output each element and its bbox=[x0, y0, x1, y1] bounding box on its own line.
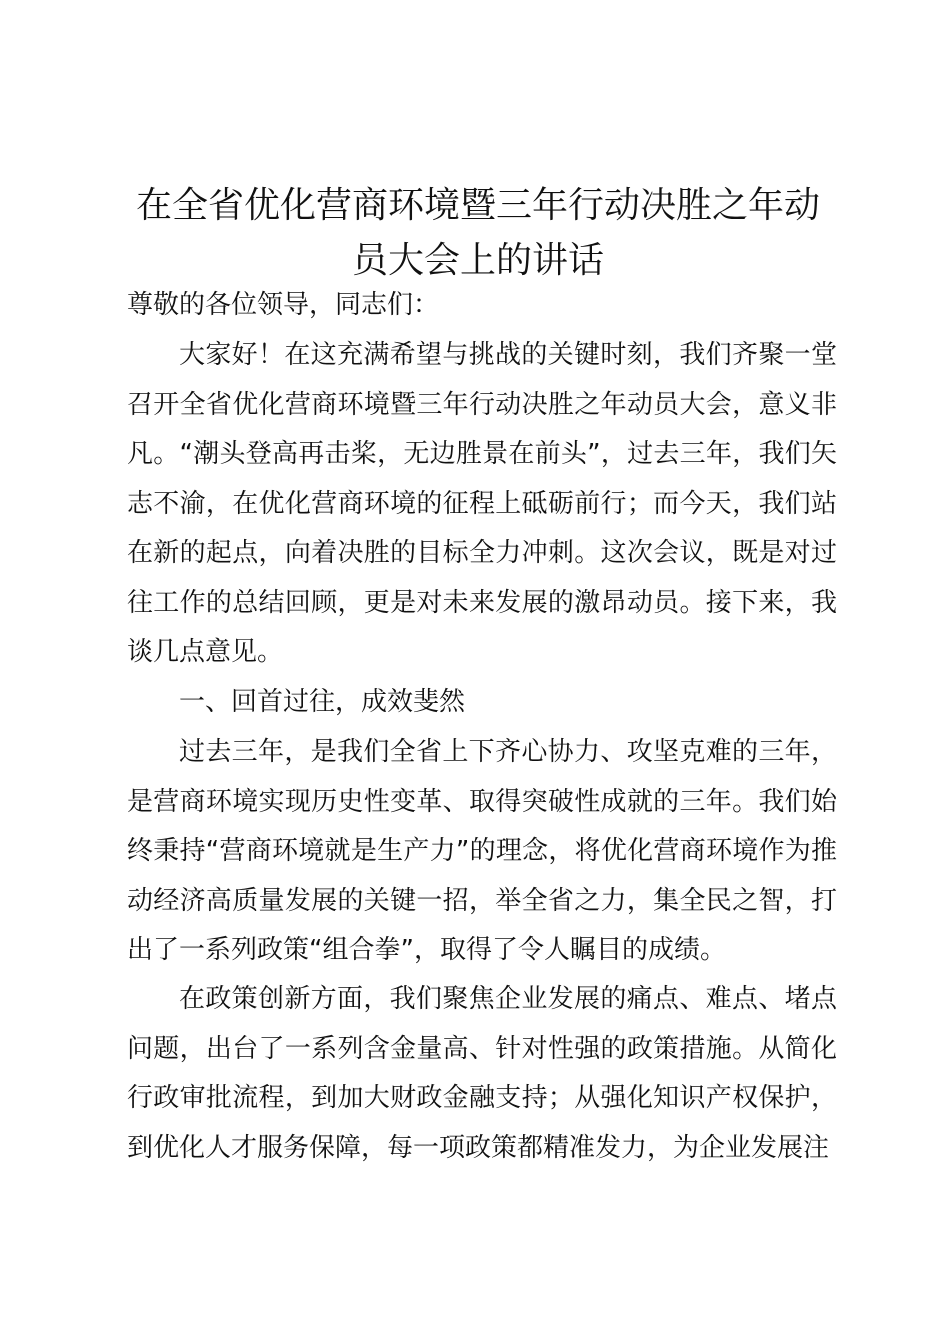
paragraph-opening: 大家好！在这充满希望与挑战的关键时刻，我们齐聚一堂召开全省优化营商环境暨三年行动决胜之年动员大会，意义非凡。“潮头登高再击桨，无边胜景在前头”，过去三年，我们矢志不渝，在优化营商环境的征程上砥砺前行；而今天，我们站在新的起点，向着决胜的目标全力冲刺。这次会议，既是对过往工作的总结回顾，更是对未来发展的激昂动员。接下来，我谈几点意见。 bbox=[127, 340, 837, 667]
greeting: 尊敬的各位领导，同志们： bbox=[127, 290, 440, 320]
document-title: 在全省优化营商环境暨三年行动决胜之年动员大会上的讲话 bbox=[135, 185, 820, 281]
paragraph-review: 过去三年，是我们全省上下齐心协力、攻坚克难的三年，是营商环境实现历史性变革、取得突破性成就的三年。我们始终秉持“营商环境就是生产力”的理念，将优化营商环境作为推动经济高质量发展的关键一招，举全省之力，集全民之智，打出了一系列政策“组合拳”，取得了令人瞩目的成绩。 bbox=[127, 737, 837, 965]
section-heading-1: 一、回首过往，成效斐然 bbox=[179, 687, 466, 717]
paragraph-policy-innovation: 在政策创新方面，我们聚焦企业发展的痛点、难点、堵点问题，出台了一系列含金量高、针对性强的政策措施。从简化行政审批流程，到加大财政金融支持；从强化知识产权保护，到优化人才服务保障，每一项政策都精准发力，为企业发展注 bbox=[127, 984, 837, 1163]
